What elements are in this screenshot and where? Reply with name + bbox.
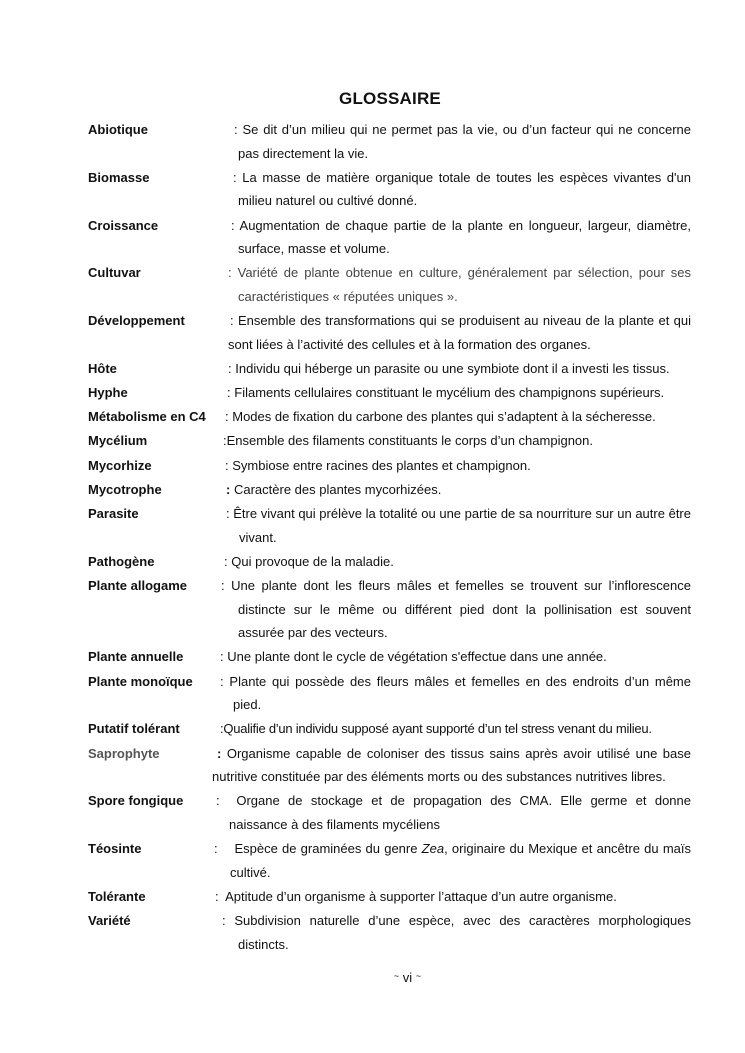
definition-text: Symbiose entre racines des plantes et champignon. (232, 457, 531, 473)
definition-text: Variété de plante obtenue en culture, généralement par sélection, pour ses caractéristiques « réputées uniques ». (237, 265, 691, 304)
glossary-definition (88, 454, 691, 478)
definition-colon: : (233, 169, 237, 185)
definition-text: Aptitude d’un organisme à supporter l’attaque d’un autre organisme. (225, 888, 617, 904)
glossary-definition (88, 837, 691, 884)
glossary-entry (88, 214, 691, 261)
glossary-term: Téosinte (88, 841, 142, 857)
definition-colon: : (234, 122, 238, 137)
definition-colon: : (217, 745, 222, 761)
glossary-definition (88, 429, 691, 453)
definition-colon: : (227, 385, 231, 401)
glossary-term: Croissance (88, 217, 159, 233)
definition-colon: : (230, 313, 234, 329)
definition-colon: : (220, 721, 224, 737)
glossary-term: Pathogène (88, 553, 155, 569)
definition-colon: : (226, 506, 230, 522)
glossary-entry (88, 309, 691, 356)
glossary-term: Mycotrophe (88, 481, 162, 497)
definition-text: Une plante dont le cycle de végétation s'effectue dans une année. (227, 649, 607, 665)
glossary-definition (88, 502, 691, 549)
page-title: GLOSSAIRE (339, 89, 441, 108)
glossary-term: Mycélium (88, 433, 148, 449)
page-number-footer (0, 970, 745, 985)
glossary-term: Abiotique (88, 122, 148, 137)
glossary-definition (88, 885, 691, 909)
glossary-entry (88, 118, 691, 165)
glossary-entry (88, 909, 691, 956)
glossary-term: Développement (88, 313, 185, 329)
definition-colon: : (215, 888, 219, 904)
glossary-definition (88, 550, 691, 574)
definition-colon: : (228, 265, 232, 281)
definition-text: Qui provoque de la maladie. (231, 553, 394, 569)
glossary-entry (88, 502, 691, 549)
glossary-term: Plante annuelle (88, 649, 184, 665)
glossary-term: Hôte (88, 360, 117, 376)
glossary-entry (88, 357, 691, 381)
definition-colon: : (228, 360, 232, 376)
glossary-entry (88, 454, 691, 478)
definition-colon: : (224, 553, 228, 569)
definition-text: Caractère des plantes mycorhizées. (233, 481, 442, 497)
definition-text: Organisme capable de coloniser des tissus sains après avoir utilisé une base nutritive constituée par des éléments morts ou des substances nutritives libres. (212, 745, 691, 785)
glossary-definition (88, 357, 691, 381)
footer-tilde-left: ~ (393, 971, 400, 981)
definition-colon: : (225, 457, 229, 473)
definition-colon: : (221, 578, 225, 593)
glossary-entry (88, 645, 691, 669)
definition-italic-text: Zea (421, 841, 445, 857)
definition-text: , originaire du Mexique et ancêtre du maïs cultivé. (230, 841, 691, 880)
definition-colon: : (231, 217, 235, 233)
definition-text: Espèce de graminées du genre (234, 841, 422, 857)
definition-colon: : (225, 409, 229, 425)
definition-text: La masse de matière organique totale de toutes les espèces vivantes d'un milieu naturel ou cultivé donné. (238, 169, 691, 209)
glossary-term: Saprophyte (88, 745, 160, 761)
definition-text: Qualifie d’un individu supposé ayant supporté d’un tel stress venant du milieu. (223, 721, 652, 737)
definition-text: Augmentation de chaque partie de la plante en longueur, largeur, diamètre, surface, masse et volume. (238, 217, 691, 257)
glossary-term: Hyphe (88, 385, 128, 401)
glossary-definition (88, 742, 691, 789)
definition-text: Ensemble des transformations qui se produisent au niveau de la plante et qui sont liées à l’activité des cellules et à la formation des organes. (228, 313, 691, 352)
glossary-definition (88, 261, 691, 308)
definition-text: Subdivision naturelle d’une espèce, avec des caractères morphologiques distincts. (234, 913, 691, 952)
definition-colon: : (220, 673, 224, 689)
definition-text: Modes de fixation du carbone des plantes qui s’adaptent à la sécheresse. (232, 409, 656, 425)
definition-text: Être vivant qui prélève la totalité ou une partie de sa nourriture sur un autre être vivant. (233, 506, 691, 545)
glossary-entry (88, 670, 691, 717)
glossary-entry (88, 574, 691, 645)
glossary-term: Cultuvar (88, 265, 141, 281)
glossary-term: Plante monoïque (88, 673, 193, 689)
glossary-term: Tolérante (88, 888, 146, 904)
glossary-term: Spore fongique (88, 793, 184, 809)
glossary-definition (88, 478, 691, 502)
glossary-term: Parasite (88, 506, 139, 522)
glossary-term: Plante allogame (88, 578, 187, 593)
glossary-entry (88, 550, 691, 574)
glossary-definition (88, 166, 691, 213)
glossary-definition (88, 118, 691, 165)
page-number: vi (402, 970, 413, 985)
definition-text: Individu qui héberge un parasite ou une symbiote dont il a investi les tissus. (235, 360, 670, 376)
definition-colon: : (220, 649, 224, 665)
definition-colon: : (216, 793, 220, 809)
definition-colon: : (214, 841, 218, 857)
glossary-definition (88, 909, 691, 956)
glossary-entry (88, 742, 691, 789)
definition-text: Une plante dont les fleurs mâles et femelles se trouvent sur l’inflorescence distincte sur le même ou différent pied dont la pollinisation est souvent assurée par des vecteurs. (231, 578, 691, 641)
glossary-entry (88, 261, 691, 308)
glossary-entry (88, 885, 691, 909)
glossary-definition (88, 381, 691, 405)
footer-tilde-right: ~ (415, 971, 422, 981)
glossary-entry (88, 381, 691, 405)
glossary-entry (88, 429, 691, 453)
definition-text: Se dit d’un milieu qui ne permet pas la vie, ou d’un facteur qui ne concerne pas directement la vie. (238, 122, 691, 161)
glossary-term: Métabolisme en C4 (88, 409, 206, 425)
definition-text: Organe de stockage et de propagation des CMA. Elle germe et donne naissance à des filaments mycéliens (229, 793, 691, 832)
glossary-entry (88, 166, 691, 213)
definition-colon: : (222, 913, 226, 929)
definition-text: Ensemble des filaments constituants le corps d’un champignon. (226, 433, 593, 449)
glossary-entry (88, 478, 691, 502)
glossary-definition (88, 214, 691, 261)
definition-colon: : (226, 481, 231, 497)
glossary-term: Variété (88, 913, 131, 929)
glossary-term: Mycorhize (88, 457, 152, 473)
definition-text: Filaments cellulaires constituant le mycélium des champignons supérieurs. (234, 385, 665, 401)
glossary-term: Biomasse (88, 169, 150, 185)
definition-text: Plante qui possède des fleurs mâles et femelles en des endroits d’un même pied. (229, 673, 691, 713)
glossary-entry (88, 789, 691, 836)
glossary-entry (88, 717, 691, 741)
glossary-term: Putatif tolérant (88, 721, 180, 737)
definition-colon: : (223, 433, 227, 449)
glossary-list (88, 118, 691, 957)
glossary-entry (88, 837, 691, 884)
glossary-entry (88, 405, 691, 429)
